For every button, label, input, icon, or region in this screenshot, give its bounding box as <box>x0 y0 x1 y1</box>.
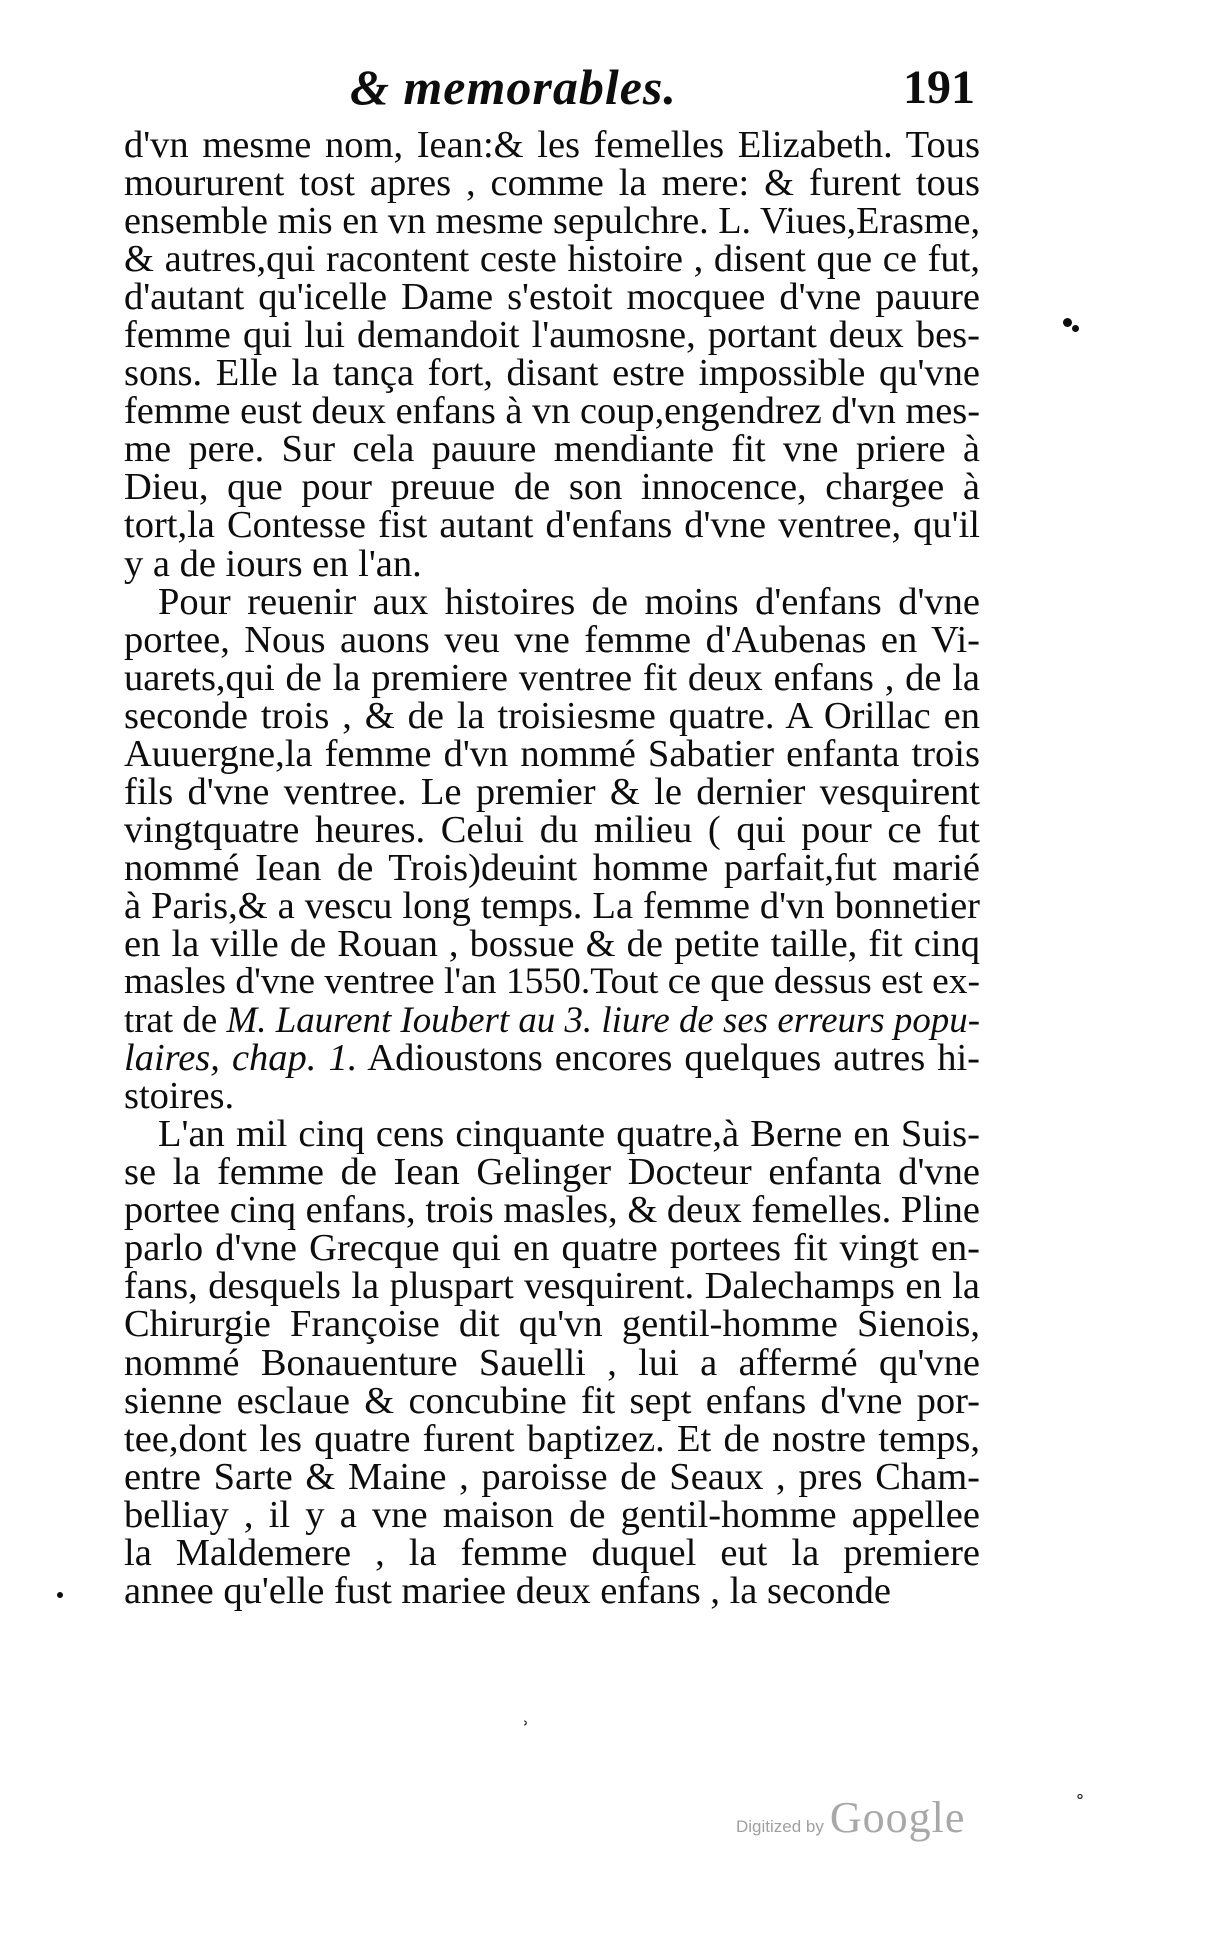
text-line-content: femme eust deux enfans à vn coup,engendrez d'vn mes- <box>124 390 980 433</box>
text-line <box>124 162 980 205</box>
text-line-content: L'an mil cinq cens cinquante quatre,à Berne en Suis- <box>158 1113 980 1156</box>
running-head <box>330 58 980 128</box>
text-line-content: sienne esclaue & concubine fit sept enfans d'vne por- <box>124 1379 980 1422</box>
text-line-content: portee cinq enfans, trois masles, & deux femelles. Pline <box>124 1189 980 1232</box>
text-line <box>124 1075 980 1118</box>
ink-speck-mark: ˚ <box>1075 1792 1085 1816</box>
text-line <box>124 808 980 851</box>
text-line-content: annee qu'elle fust mariee deux enfans , la seconde <box>124 1569 891 1612</box>
text-line-content: masles d'vne ventree l'an 1550.Tout ce que dessus est ex- <box>124 961 980 1003</box>
text-line-content: & autres,qui racontent ceste histoire , disent que ce fut, <box>124 238 980 281</box>
text-line <box>124 618 980 661</box>
text-line-content: nommé Bonauenture Sauelli , lui a affermé qu'vne <box>124 1341 980 1384</box>
italic-citation: M. Laurent Ioubert au 3. liure de ses erreurs popu- <box>226 999 980 1041</box>
text-line-content: d'autant qu'icelle Dame s'estoit mocquee d'vne pauure <box>124 276 980 319</box>
text-line-content: stoires. <box>124 1075 235 1118</box>
google-logo: Google <box>829 1793 966 1842</box>
text-line-content: parlo d'vne Grecque qui en quatre portees fit vingt en- <box>124 1227 980 1270</box>
text-line-content: fans, desquels la pluspart vesquirent. Dalechamps en la <box>124 1265 980 1308</box>
text-line-content: Chirurgie Françoise dit qu'vn gentil-homme Sienois, <box>124 1303 980 1346</box>
text-line <box>124 1227 980 1270</box>
digitized-by-google-watermark <box>736 1792 965 1842</box>
running-title: & memorables. <box>350 59 677 115</box>
text-line-content: Adioustons encores quelques autres hi- <box>357 1037 981 1080</box>
text-line <box>124 238 980 281</box>
text-line-content: Pour reuenir aux histoires de moins d'enfans d'vne <box>158 580 980 623</box>
body-text <box>124 126 980 1610</box>
text-line-content: entre Sarte & Maine , paroisse de Seaux , pres Cham- <box>124 1455 980 1498</box>
text-line-content: ensemble mis en vn mesme sepulchre. L. Viues,Erasme, <box>124 200 980 243</box>
text-line <box>124 1189 980 1232</box>
text-line <box>124 1303 980 1346</box>
text-line-content: trat de <box>124 999 227 1041</box>
text-line <box>124 1341 980 1384</box>
text-line-content: nommé Iean de Trois)deuint homme parfait,fut marié <box>124 846 980 889</box>
text-line-content: uarets,qui de la premiere ventree fit deux enfans , de la <box>124 656 980 699</box>
text-line <box>124 1037 981 1080</box>
margin-dot-mark <box>1072 325 1079 332</box>
text-line <box>124 922 980 965</box>
text-line-content: sons. Elle la tança fort, disant estre impossible qu'vne <box>124 352 980 395</box>
text-line <box>124 1113 980 1156</box>
digitized-by-label: Digitized by <box>736 1817 824 1836</box>
page-number: 191 <box>903 61 975 114</box>
text-line <box>124 846 980 889</box>
italic-citation: laires, chap. 1. <box>124 1037 358 1080</box>
text-line <box>124 466 980 509</box>
text-line <box>124 1417 980 1460</box>
text-line <box>124 1001 980 1039</box>
text-line-content: moururent tost apres , comme la mere: & furent tous <box>124 162 980 205</box>
text-line-content: tee,dont les quatre furent baptizez. Et de nostre temps, <box>124 1417 980 1460</box>
text-line <box>124 694 980 737</box>
text-line-content: me pere. Sur cela pauure mendiante fit vne priere à <box>124 428 980 471</box>
text-line-content: se la femme de Iean Gelinger Docteur enfanta d'vne <box>124 1151 980 1194</box>
text-line <box>124 314 980 357</box>
text-line-content: à Paris,& a vescu long temps. La femme d'vn bonnetier <box>124 884 980 927</box>
text-line-content: fils d'vne ventree. Le premier & le dernier vesquirent <box>124 770 980 813</box>
text-line <box>124 1531 980 1574</box>
text-line-content: Auuergne,la femme d'vn nommé Sabatier enfanta trois <box>124 732 980 775</box>
text-line <box>124 428 980 471</box>
text-line <box>124 1569 980 1612</box>
text-line <box>124 1379 980 1422</box>
text-line <box>124 390 980 433</box>
text-line-content: y a de iours en l'an. <box>124 542 422 585</box>
text-line-content: vingtquatre heures. Celui du milieu ( qui pour ce fut <box>124 808 980 851</box>
text-line <box>124 542 980 585</box>
text-line <box>124 656 980 699</box>
text-line-content: belliay , il y a vne maison de gentil-homme appellee <box>124 1493 980 1536</box>
text-line <box>124 732 980 775</box>
text-line-content: Dieu, que pour preuue de son innocence, chargee à <box>124 466 980 509</box>
text-line <box>124 200 980 243</box>
text-line-content: d'vn mesme nom, Iean:& les femelles Elizabeth. Tous <box>124 124 980 166</box>
text-line-content: en la ville de Rouan , bossue & de petite taille, fit cinq <box>124 922 980 965</box>
text-line <box>124 963 980 1001</box>
text-line <box>124 1265 980 1308</box>
text-line <box>124 884 980 927</box>
text-line <box>124 1455 980 1498</box>
text-line <box>124 126 980 164</box>
text-line-content: tort,la Contesse fist autant d'enfans d'vne ventree, qu'il <box>124 504 980 547</box>
text-line <box>124 1151 980 1194</box>
text-line <box>124 276 980 319</box>
text-line-content: la Maldemere , la femme duquel eut la premiere <box>124 1531 980 1574</box>
text-line <box>124 352 980 395</box>
margin-dot-mark <box>57 1592 63 1598</box>
text-line-content: seconde trois , & de la troisiesme quatre. A Orillac en <box>124 694 980 737</box>
text-line <box>124 580 980 623</box>
ink-speck-mark: ʾ <box>523 1716 530 1740</box>
text-line <box>124 1493 980 1536</box>
text-line <box>124 504 980 547</box>
margin-dot-mark <box>1063 318 1072 327</box>
text-line-content: femme qui lui demandoit l'aumosne, portant deux bes- <box>124 314 980 357</box>
text-line <box>124 770 980 813</box>
text-line-content: portee, Nous auons veu vne femme d'Aubenas en Vi- <box>124 618 980 661</box>
